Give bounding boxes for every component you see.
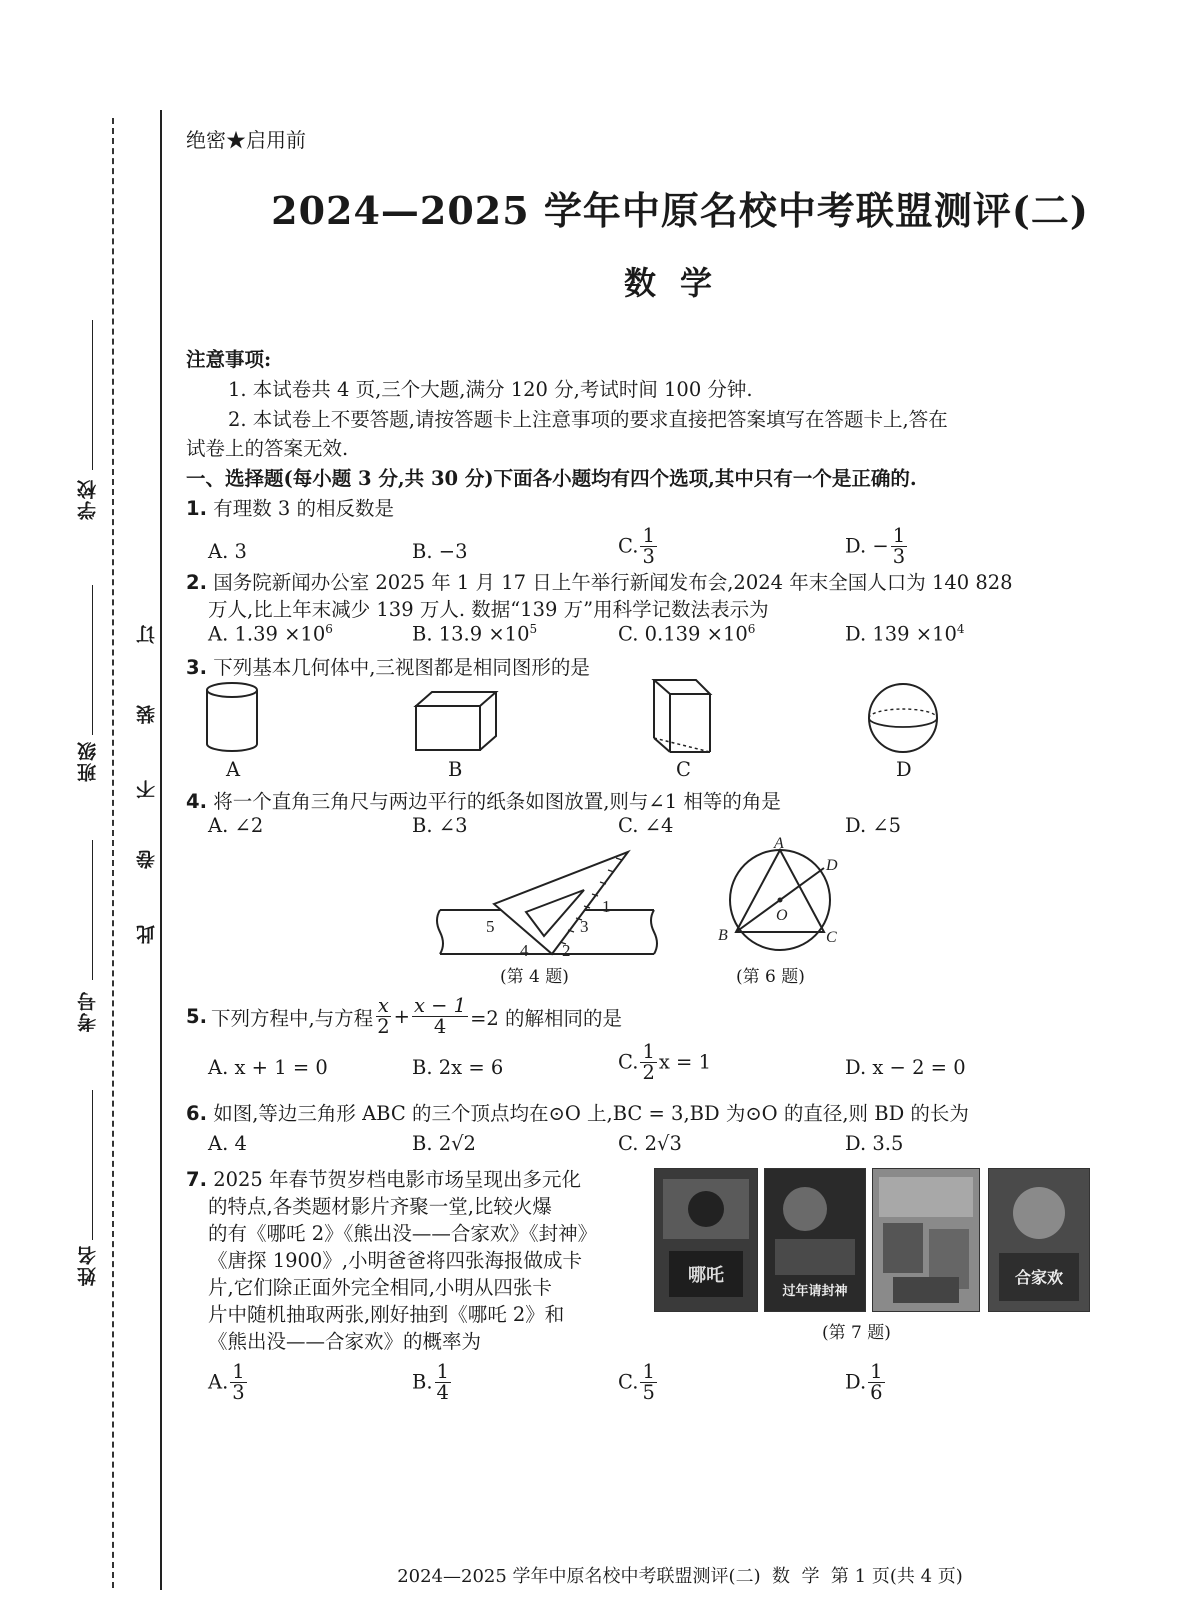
question-3 [186,652,590,680]
subject-title: 数学 [623,264,736,302]
question-4 [186,786,781,814]
notice-heading: 注意事项: [186,348,272,371]
poster-image [764,1168,866,1312]
q4-figure [432,846,662,964]
figure-caption: (第 4 题) [500,967,569,987]
question-7 [186,1164,581,1192]
name-blank [92,1090,93,1240]
question-stem: 2025 年春节贺岁档电影市场呈现出多元化 [213,1168,582,1191]
angle-label: 1 [602,897,611,916]
question-stem: 有理数 3 的相反数是 [213,497,394,520]
notice-char: 订 [136,625,158,644]
question-5: 5. 下列方程中,与方程 $\frac{x}{2}$ + $\frac{x - 1}{4}$ =2 的解相同的是 [186,994,623,1039]
svg-text:合家欢: 合家欢 [1014,1268,1064,1287]
sphere-figure [866,680,942,756]
option-a: A. ∠2 [208,814,264,837]
school-blank [92,320,93,470]
prism-figure [648,672,718,762]
question-number: 1. [186,497,207,520]
question-stem: 片,它们除正面外完全相同,小明从四张卡 [208,1276,552,1299]
option-c: C. $0.139 \times 10^6$ [618,622,756,646]
cuboid-figure [410,688,502,756]
option-d: D. $\frac{1}{6}$ [845,1360,883,1405]
class-label: 班级 [77,740,99,782]
option-d: D. $139 \times 10^4$ [845,622,965,646]
notice-item: 2. 本试卷上不要答题,请按答题卡上注意事项的要求直接把答案填写在答题卡上,答在 [228,408,948,431]
notice-item: 试卷上的答案无效. [186,437,349,460]
svg-text:O: O [776,907,788,924]
angle-label: 2 [562,941,571,960]
school-label: 学校 [77,478,99,520]
question-stem: 片中随机抽取两张,刚好抽到《哪吒 2》和 [208,1303,565,1326]
name-label: 姓名 [77,1244,99,1286]
option-b: B. 2x = 6 [412,1056,504,1079]
question-6 [186,1098,969,1126]
figure-label-c: C [676,758,691,781]
option-a: A. x + 1 = 0 [208,1056,328,1079]
question-stem: 国务院新闻办公室 2025 年 1 月 17 日上午举行新闻发布会,2024 年末全国人口为 140 828 [213,571,1013,594]
exam-no-blank [92,840,93,980]
figure-caption: (第 6 题) [736,967,805,987]
option-b: B. $13.9 \times 10^5$ [412,622,538,646]
question-number: 4. [186,790,207,813]
question-1 [186,493,394,521]
question-stem: 《唐探 1900》,小明爸爸将四张海报做成卡 [208,1249,583,1272]
option-c: C. ∠4 [618,814,674,837]
svg-text:过年请封神: 过年请封神 [782,1284,848,1299]
option-c: C. 2√3 [618,1132,682,1155]
option-a: A. $1.39 \times 10^6$ [208,622,333,646]
poster-image [988,1168,1090,1312]
question-2 [186,567,1013,595]
option-d: D. 3.5 [845,1132,904,1155]
figure-label-d: D [896,758,912,781]
option-d: D. ∠5 [845,814,902,837]
svg-text:哪吒: 哪吒 [688,1265,724,1286]
cut-line [112,118,114,1588]
angle-label: 4 [520,941,529,960]
question-number: 2. [186,571,207,594]
notice-char: 卷 [136,850,158,869]
option-c: C. $\frac{1}{2}$ x = 1 [618,1040,711,1085]
svg-text:A: A [774,836,784,852]
question-number: 6. [186,1102,207,1125]
angle-label: 5 [486,917,495,936]
question-number: 3. [186,656,207,679]
option-d: D. x − 2 = 0 [845,1056,966,1079]
figure-label-a: A [226,758,241,781]
notice-char: 此 [136,925,158,944]
question-number: 7. [186,1168,207,1191]
poster-image [654,1168,758,1312]
angle-label: 3 [580,917,589,936]
page-title: 2024—2025 学年中原名校中考联盟测评(二) [271,188,1089,233]
option-b: B. $\frac{1}{4}$ [412,1360,449,1405]
class-blank [92,585,93,735]
poster-image [872,1168,980,1312]
notice-char: 装 [136,705,158,724]
option-b: B. 2√2 [412,1132,476,1155]
question-stem: 的特点,各类题材影片齐聚一堂,比较火爆 [208,1195,552,1218]
notice-item: 1. 本试卷共 4 页,三个大题,满分 120 分,考试时间 100 分钟. [228,378,753,401]
option-b: B. −3 [412,540,468,563]
option-d: D. − $\frac{1}{3}$ [845,524,906,569]
notice-char: 不 [136,780,158,799]
svg-text:C: C [826,929,837,946]
binding-line [160,110,162,1590]
question-number: 5. [186,1005,207,1029]
page-footer: 2024—2025 学年中原名校中考联盟测评(二) 数 学 第 1 页(共 4 页) [397,1566,963,1587]
option-a: A. $\frac{1}{3}$ [208,1360,245,1405]
cylinder-figure [200,680,270,758]
question-stem: 的有《哪吒 2》《熊出没——合家欢》《封神》 [208,1222,598,1245]
svg-text:B: B [718,927,728,944]
question-stem: 如图,等边三角形 ABC 的三个顶点均在⊙O 上,BC = 3,BD 为⊙O 的直径,则 BD 的长为 [213,1102,969,1125]
secret-mark: 绝密★启用前 [186,128,306,152]
figure-caption: (第 7 题) [822,1323,891,1343]
option-a: A. 4 [208,1132,247,1155]
question-stem: 万人,比上年末减少 139 万人. 数据“139 万”用科学记数法表示为 [208,598,769,621]
svg-text:D: D [826,857,838,874]
question-stem: 下列方程中,与方程 [210,1006,374,1030]
q6-figure [714,836,850,966]
question-stem: 《熊出没——合家欢》的概率为 [208,1330,482,1353]
question-stem: 下列基本几何体中,三视图都是相同图形的是 [213,656,590,679]
exam-no-label: 考号 [77,990,99,1032]
option-c: C. $\frac{1}{3}$ [618,524,655,569]
option-b: B. ∠3 [412,814,468,837]
figure-label-b: B [448,758,463,781]
section-heading: 一、选择题(每小题 3 分,共 30 分)下面各小题均有四个选项,其中只有一个是正确的. [186,467,917,490]
question-stem: 将一个直角三角尺与两边平行的纸条如图放置,则与∠1 相等的角是 [213,790,781,813]
option-c: C. $\frac{1}{5}$ [618,1360,655,1405]
option-a: A. 3 [208,540,247,563]
